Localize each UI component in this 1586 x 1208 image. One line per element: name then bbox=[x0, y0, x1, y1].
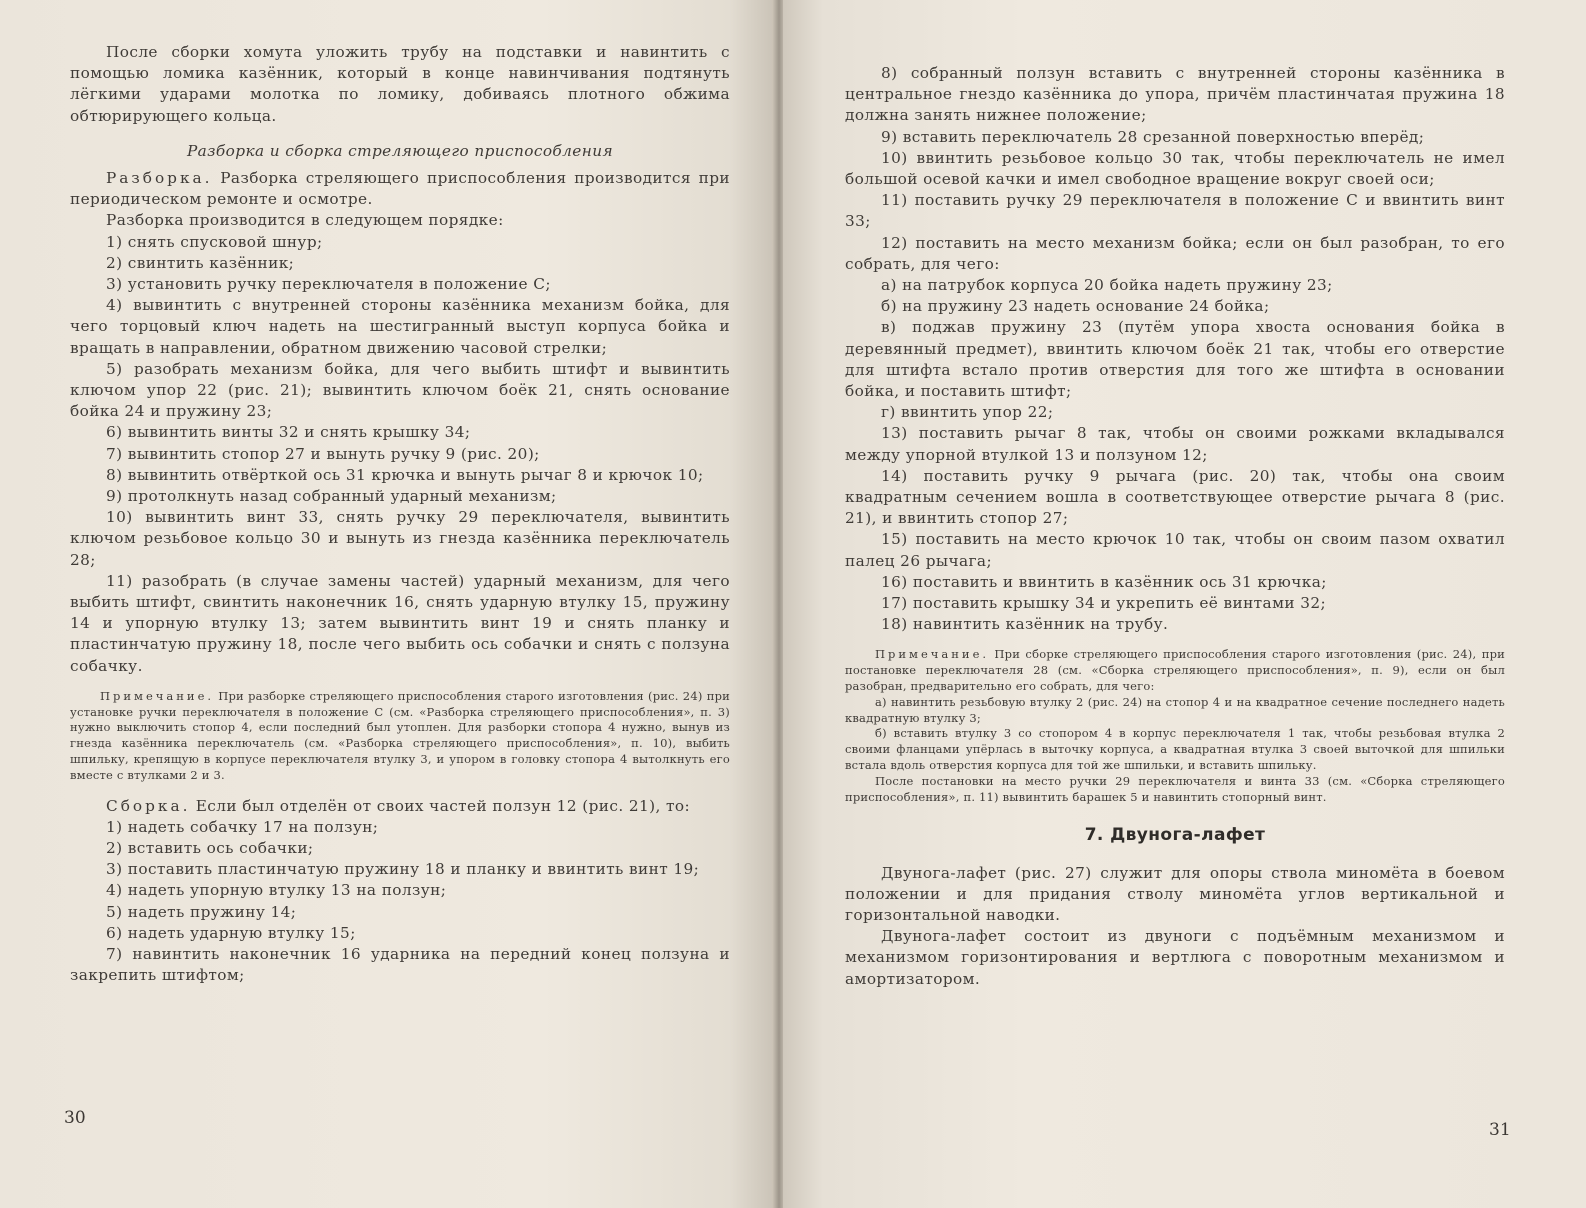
list-item: а) на патрубок корпуса 20 бойка надеть пружину 23; bbox=[881, 276, 1333, 295]
note-paragraph bbox=[70, 689, 730, 784]
left-page bbox=[0, 0, 776, 1208]
note-item: а) навинтить резьбовую втулку 2 (рис. 24) на стопор 4 и на квадратное сечение последнего надеть квадратную втулку 3; bbox=[845, 694, 1505, 725]
list-item: 4) вывинтить с внутренней стороны казённика механизм бойка, для чего торцовый ключ надеть на шестигранный выступ корпуса бойка и вращать в направлении, обратном движению часовой стрелки; bbox=[70, 296, 730, 357]
section-heading: 7. Двунога-лафет bbox=[1084, 825, 1266, 846]
list-item: 9) вставить переключатель 28 срезанной поверхностью вперёд; bbox=[881, 127, 1425, 146]
assembly-label: Сборка. bbox=[106, 796, 191, 815]
list-item: 6) вывинтить винты 32 и снять крышку 34; bbox=[106, 423, 471, 442]
note-item: После постановки на место ручки 29 переключателя и винта 33 (см. «Сборка стреляющего приспособления», п. 11) вывинтить барашек 5 и навинтить стопорный винт. bbox=[845, 773, 1505, 804]
list-item: 1) надеть собачку 17 на ползун; bbox=[106, 817, 379, 836]
section-title: Разборка и сборка стреляющего приспособления bbox=[186, 141, 614, 160]
list-item: г) ввинтить упор 22; bbox=[881, 403, 1054, 422]
list-item: 18) навинтить казённик на трубу. bbox=[881, 615, 1169, 634]
note-text: При разборке стреляющего приспособления старого изготовления (рис. 24) при установке ручки переключателя в положение С (см. «Разборка стреляющего приспособления», п. 3) нужно выключить стопор 4, если последний был утоплен. Для разборки стопора 4 нужно, вынув из гнезда казённика переключатель (см. «Разборка стреляющего приспособления», п. 10), выбить шпильку, крепящую в корпусе переключателя втулку 3, и упором в головку стопора 4 вытолкнуть его вместе с втулками 2 и 3. bbox=[70, 688, 730, 782]
list-item: 2) вставить ось собачки; bbox=[106, 839, 314, 858]
assembly-text: Если был отделён от своих частей ползун 12 (рис. 21), то: bbox=[195, 796, 691, 815]
list-item: 2) свинтить казённик; bbox=[106, 253, 295, 272]
right-page bbox=[783, 0, 1586, 1208]
list-item: 10) ввинтить резьбовое кольцо 30 так, чтобы переключатель не имел большой осевой качки и имел свободное вращение вокруг своей оси; bbox=[845, 148, 1505, 189]
list-item: 7) вывинтить стопор 27 и вынуть ручку 9 (рис. 20); bbox=[106, 444, 540, 463]
assembly-intro bbox=[70, 796, 730, 817]
note-text: При сборке стреляющего приспособления старого изготовления (рис. 24), при постановке переключателя 28 (см. «Сборка стреляющего приспособления», п. 9), если он был разобран, предварительно его собрать, для чего: bbox=[845, 647, 1505, 694]
list-item: 5) надеть пружину 14; bbox=[106, 902, 297, 921]
list-item: 3) установить ручку переключателя в положение С; bbox=[106, 275, 551, 294]
list-item: 5) разобрать механизм бойка, для чего выбить штифт и вывинтить ключом упор 22 (рис. 21); вывинтить ключом боёк 21, снять основание бойка 24 и пружину 23; bbox=[70, 359, 730, 421]
list-item: 17) поставить крышку 34 и укрепить её винтами 32; bbox=[881, 594, 1327, 613]
page-number-right: 31 bbox=[1489, 1120, 1511, 1140]
disassembly-text: Разборка стреляющего приспособления производится при периодическом ремонте и осмотре. bbox=[70, 169, 730, 209]
list-item: 7) навинтить наконечник 16 ударника на передний конец ползуна и закрепить штифтом; bbox=[70, 945, 730, 985]
disassembly-label: Разборка. bbox=[106, 169, 213, 188]
page-number-left: 30 bbox=[64, 1108, 86, 1128]
list-item: в) поджав пружину 23 (путём упора хвоста основания бойка в деревянный предмет), ввинтить ключом боёк 21 так, чтобы его отверстие для штифта встало против отверстия для того же штифта в основании бойка, и поставить штифт; bbox=[845, 318, 1505, 401]
list-item: 16) поставить и ввинтить в казённик ось 31 крючка; bbox=[881, 572, 1327, 591]
disassembly-order: Разборка производится в следующем порядке: bbox=[106, 211, 504, 230]
section-paragraph: Двунога-лафет состоит из двуноги с подъёмным механизмом и механизмом горизонтирования и вертлюга с поворотным механизмом и амортизатором. bbox=[845, 927, 1505, 988]
list-item: 8) собранный ползун вставить с внутренней стороны казённика в центральное гнездо казённика до упора, причём пластинчатая пружина 18 должна занять нижнее положение; bbox=[845, 64, 1505, 125]
list-item: 11) поставить ручку 29 переключателя в положение С и ввинтить винт 33; bbox=[845, 191, 1505, 231]
disassembly-intro bbox=[70, 168, 730, 210]
list-item: б) на пружину 23 надеть основание 24 бойка; bbox=[881, 297, 1270, 316]
list-item: 12) поставить на место механизм бойка; если он был разобран, то его собрать, для чего: bbox=[845, 233, 1505, 273]
list-item: 1) снять спусковой шнур; bbox=[106, 232, 323, 251]
right-text-column bbox=[845, 63, 1505, 990]
list-item: 15) поставить на место крючок 10 так, чтобы он своим пазом охватил палец 26 рычага; bbox=[845, 530, 1505, 570]
list-item: 9) протолкнуть назад собранный ударный механизм; bbox=[106, 487, 557, 506]
list-item: 6) надеть ударную втулку 15; bbox=[106, 923, 356, 942]
list-item: 4) надеть упорную втулку 13 на ползун; bbox=[106, 881, 447, 900]
list-item: 14) поставить ручку 9 рычага (рис. 20) так, чтобы она своим квадратным сечением вошла в соответствующее отверстие рычага 8 (рис. 21), и ввинтить стопор 27; bbox=[845, 466, 1505, 528]
intro-paragraph: После сборки хомута уложить трубу на подставки и навинтить с помощью ломика казённик, который в конце навинчивания подтянуть лёгкими ударами молотка по ломику, добиваясь плотного обжима обтюрирующего кольца. bbox=[70, 43, 730, 125]
list-item: 8) вывинтить отвёрткой ось 31 крючка и вынуть рычаг 8 и крючок 10; bbox=[106, 465, 704, 484]
note-label: Примечание. bbox=[100, 688, 215, 703]
section-paragraph: Двунога-лафет (рис. 27) служит для опоры ствола миномёта в боевом положении и для придания стволу миномёта углов вертикальной и горизонтальной наводки. bbox=[845, 863, 1505, 925]
list-item: 11) разобрать (в случае замены частей) ударный механизм, для чего выбить штифт, свинтить наконечник 16, снять ударную втулку 15, пружину 14 и упорную втулку 13; затем вывинтить винт 19 и снять планку и пластинчатую пружину 18, после чего выбить ось собачки и снять с ползуна собачку. bbox=[70, 571, 730, 675]
list-item: 10) вывинтить винт 33, снять ручку 29 переключателя, вывинтить ключом резьбовое кольцо 30 и вынуть из гнезда казённика переключатель 28; bbox=[70, 508, 730, 569]
left-text-column bbox=[70, 42, 730, 987]
list-item: 13) поставить рычаг 8 так, чтобы он своими рожками вкладывался между упорной втулкой 13 и ползуном 12; bbox=[845, 424, 1505, 464]
note-label: Примечание. bbox=[875, 647, 990, 662]
note-item: б) вставить втулку 3 со стопором 4 в корпус переключателя 1 так, чтобы резьбовая втулка 2 своими фланцами упёрлась в выточку корпуса, а квадратная втулка 3 своей выточкой для шпильки встала вдоль отверстия корпуса для той же шпильки, и вставить шпильку. bbox=[845, 726, 1505, 773]
note-paragraph bbox=[845, 647, 1505, 694]
list-item: 3) поставить пластинчатую пружину 18 и планку и ввинтить винт 19; bbox=[106, 860, 700, 879]
